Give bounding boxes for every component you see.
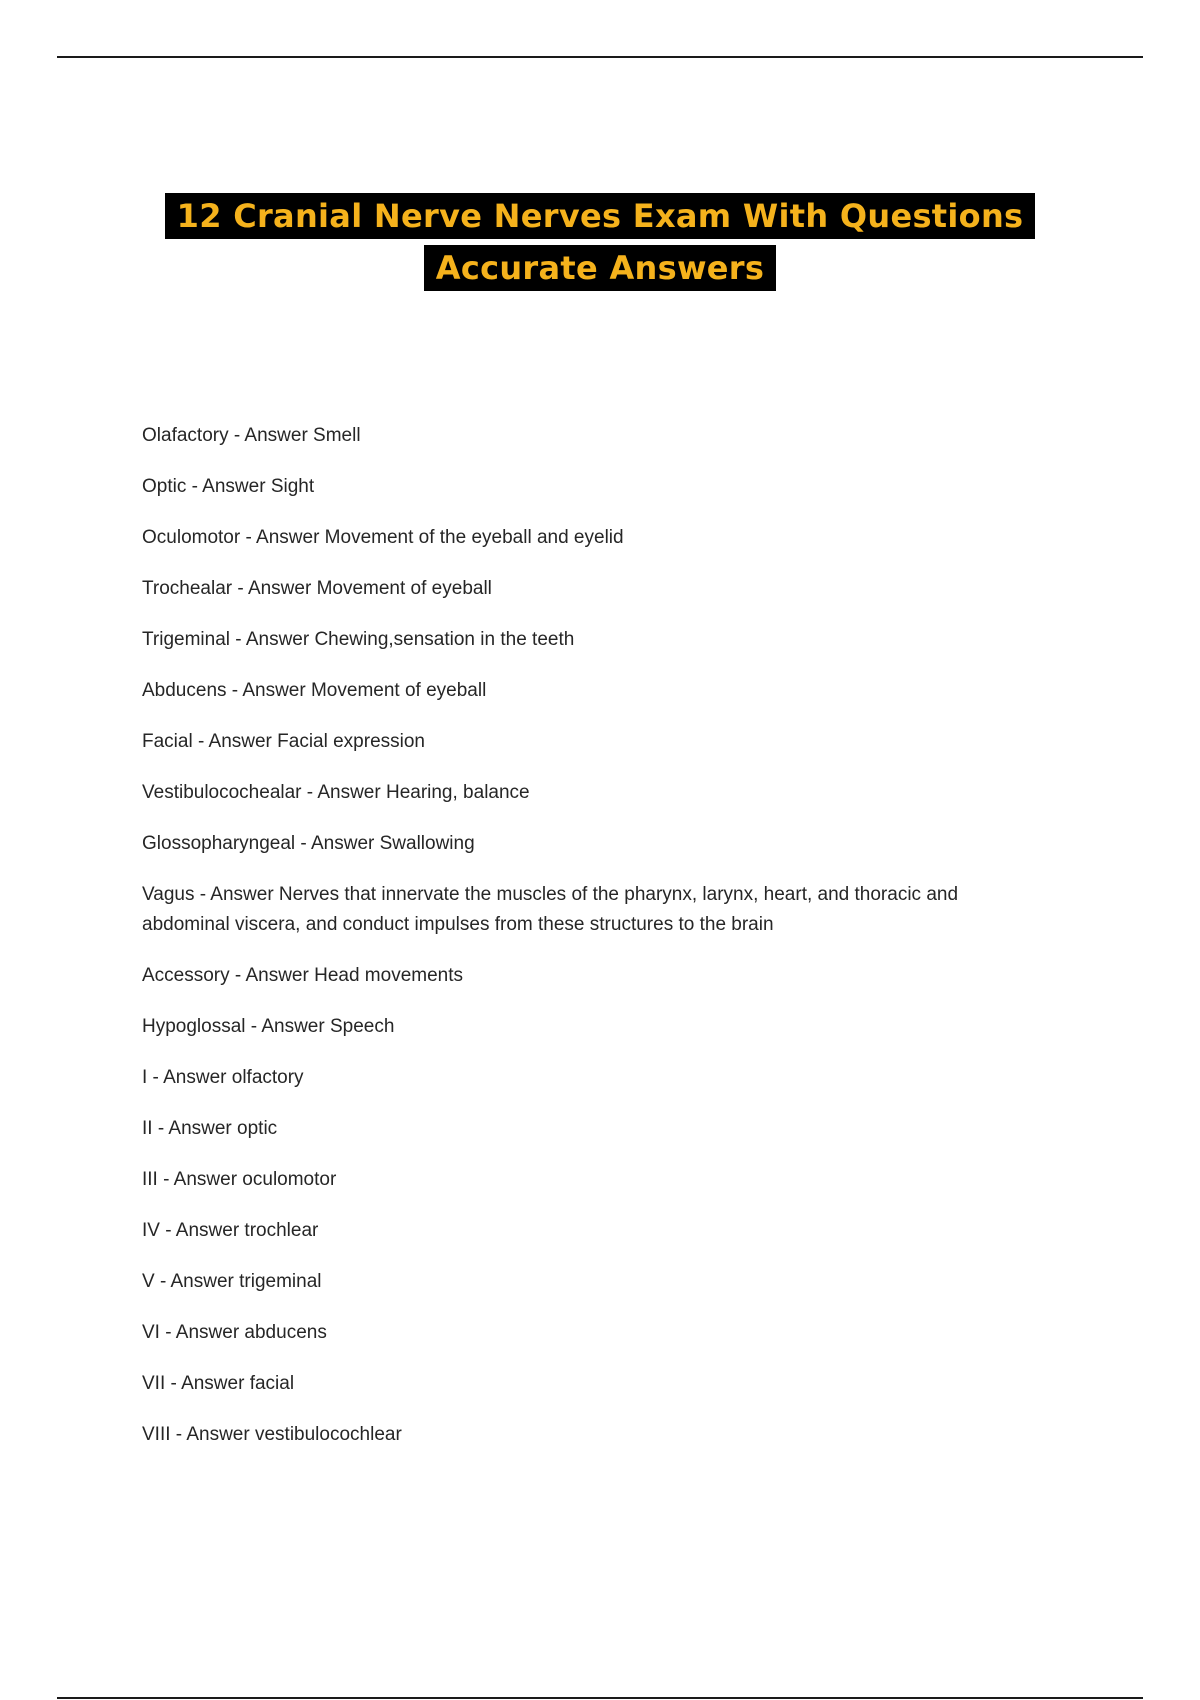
qa-item-vestibulocochlear: Vestibulocochealar - Answer Hearing, balance — [142, 782, 530, 803]
qa-item-numeral-iii: III - Answer oculomotor — [142, 1169, 337, 1190]
qa-item-numeral-ii: II - Answer optic — [142, 1118, 278, 1139]
footer-rule — [57, 1697, 1143, 1699]
qa-item-abducens: Abducens - Answer Movement of eyeball — [142, 680, 487, 701]
qa-item-trigeminal: Trigeminal - Answer Chewing,sensation in the teeth — [142, 629, 575, 650]
qa-item-numeral-viii: VIII - Answer vestibulocochlear — [142, 1424, 402, 1445]
document-title — [0, 193, 1200, 297]
qa-item-oculomotor: Oculomotor - Answer Movement of the eyeball and eyelid — [142, 527, 624, 548]
title-line-1: 12 Cranial Nerve Nerves Exam With Questions — [165, 193, 1036, 239]
question-answer-list — [142, 421, 1042, 1471]
qa-item-hypoglossal: Hypoglossal - Answer Speech — [142, 1016, 395, 1037]
qa-item-accessory: Accessory - Answer Head movements — [142, 965, 464, 986]
qa-item-numeral-v: V - Answer trigeminal — [142, 1271, 322, 1292]
header-rule — [57, 56, 1143, 58]
qa-item-numeral-iv: IV - Answer trochlear — [142, 1220, 319, 1241]
qa-item-olfactory: Olafactory - Answer Smell — [142, 425, 361, 446]
qa-item-numeral-vii: VII - Answer facial — [142, 1373, 295, 1394]
qa-item-numeral-i: I - Answer olfactory — [142, 1067, 304, 1088]
qa-item-glossopharyngeal: Glossopharyngeal - Answer Swallowing — [142, 833, 475, 854]
qa-item-numeral-vi: VI - Answer abducens — [142, 1322, 327, 1343]
qa-item-optic: Optic - Answer Sight — [142, 476, 315, 497]
qa-item-vagus: Vagus - Answer Nerves that innervate the muscles of the pharynx, larynx, heart, and thoracic and abdominal viscera, and conduct impulses from these structures to the brain — [142, 884, 959, 935]
qa-item-trochlear: Trochealar - Answer Movement of eyeball — [142, 578, 492, 599]
title-line-2: Accurate Answers — [424, 245, 777, 291]
qa-item-facial: Facial - Answer Facial expression — [142, 731, 425, 752]
